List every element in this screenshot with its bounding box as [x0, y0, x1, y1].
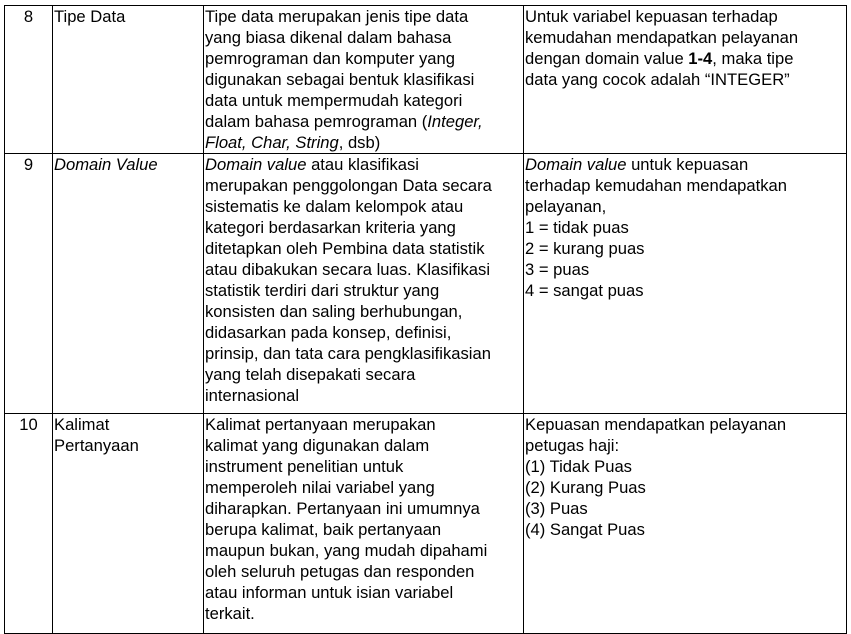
example-line: pelayanan,: [525, 197, 607, 216]
description-line: oleh seluruh petugas dan responden: [205, 562, 475, 581]
example-text: , maka tipe: [712, 49, 794, 68]
field-description: [204, 6, 524, 154]
description-line: konsisten dan saling berhubungan,: [205, 302, 463, 321]
description-line: instrument penelitian untuk: [205, 457, 404, 476]
field-name-text: Domain Value: [54, 155, 158, 174]
example-line: data yang cocok adalah “INTEGER”: [525, 70, 790, 89]
description-line: digunakan sebagai bentuk klasifikasi: [205, 70, 475, 89]
table-row: [5, 414, 847, 634]
row-number-text: 10: [19, 415, 38, 434]
description-line: pemrograman dan komputer yang: [205, 49, 455, 68]
row-number-text: 8: [23, 7, 34, 26]
row-number: [5, 414, 53, 634]
description-line: atau informan untuk isian variabel: [205, 583, 454, 602]
field-name-line: Kalimat: [54, 415, 110, 434]
field-name: [53, 6, 204, 154]
example-line: (1) Tidak Puas: [525, 457, 632, 476]
description-line: diharapkan. Pertanyaan ini umumnya: [205, 499, 480, 518]
description-line: prinsip, dan tata cara pengklasifikasian: [205, 344, 491, 363]
italic-term: Float, Char, String: [205, 133, 339, 152]
description-line: [205, 154, 522, 175]
example-text: dengan domain value: [525, 49, 689, 68]
description-line: Kalimat pertanyaan merupakan: [205, 415, 436, 434]
description-line: kategori berdasarkan kriteria yang: [205, 218, 456, 237]
description-line: Tipe data merupakan jenis tipe data: [205, 7, 469, 26]
bold-range: 1-4: [688, 49, 713, 68]
field-name: [53, 154, 204, 414]
description-text: dalam bahasa pemrograman (: [205, 112, 428, 131]
field-name-line: Pertanyaan: [54, 436, 139, 455]
italic-term: Integer,: [427, 112, 483, 131]
description-line: berupa kalimat, baik pertanyaan: [205, 520, 442, 539]
example-line: petugas haji:: [525, 436, 620, 455]
description-line: memperoleh nilai variabel yang: [205, 478, 435, 497]
example-line: (3) Puas: [525, 499, 588, 518]
description-text: atau klasifikasi: [306, 155, 419, 174]
example-line: [525, 48, 845, 69]
field-example: [524, 414, 847, 634]
example-line: 4 = sangat puas: [525, 281, 644, 300]
row-number-text: 9: [23, 155, 34, 174]
field-name-text: Tipe Data: [54, 7, 126, 26]
field-description: [204, 414, 524, 634]
description-line: [205, 132, 522, 153]
description-line: data untuk mempermudah kategori: [205, 91, 463, 110]
field-description: [204, 154, 524, 414]
table-row: [5, 6, 847, 154]
italic-term: Domain value: [525, 155, 627, 174]
example-line: (4) Sangat Puas: [525, 520, 645, 539]
field-name: [53, 414, 204, 634]
description-line: yang telah disepakati secara: [205, 365, 416, 384]
example-line: kemudahan mendapatkan pelayanan: [525, 28, 799, 47]
description-line: kalimat yang digunakan dalam: [205, 436, 430, 455]
description-line: didasarkan pada konsep, definisi,: [205, 323, 452, 342]
example-text: untuk kepuasan: [626, 155, 749, 174]
description-line: [205, 111, 522, 132]
description-line: merupakan penggolongan Data secara: [205, 176, 492, 195]
description-line: terkait.: [205, 604, 255, 623]
row-number: [5, 154, 53, 414]
row-number: [5, 6, 53, 154]
example-line: terhadap kemudahan mendapatkan: [525, 176, 788, 195]
example-line: 2 = kurang puas: [525, 239, 645, 258]
description-line: internasional: [205, 386, 300, 405]
example-line: 3 = puas: [525, 260, 590, 279]
description-line: atau dibakukan secara luas. Klasifikasi: [205, 260, 491, 279]
example-line: (2) Kurang Puas: [525, 478, 646, 497]
table-row: [5, 154, 847, 414]
description-line: sistematis ke dalam kelompok atau: [205, 197, 464, 216]
description-text: , dsb): [338, 133, 381, 152]
field-example: [524, 154, 847, 414]
metadata-table: [4, 5, 847, 634]
field-example: [524, 6, 847, 154]
example-line: Untuk variabel kepuasan terhadap: [525, 7, 778, 26]
description-line: statistik terdiri dari struktur yang: [205, 281, 440, 300]
example-line: Kepuasan mendapatkan pelayanan: [525, 415, 787, 434]
example-line: [525, 154, 845, 175]
italic-term: Domain value: [205, 155, 307, 174]
description-line: yang biasa dikenal dalam bahasa: [205, 28, 452, 47]
description-line: maupun bukan, yang mudah dipahami: [205, 541, 488, 560]
description-line: ditetapkan oleh Pembina data statistik: [205, 239, 485, 258]
example-line: 1 = tidak puas: [525, 218, 629, 237]
